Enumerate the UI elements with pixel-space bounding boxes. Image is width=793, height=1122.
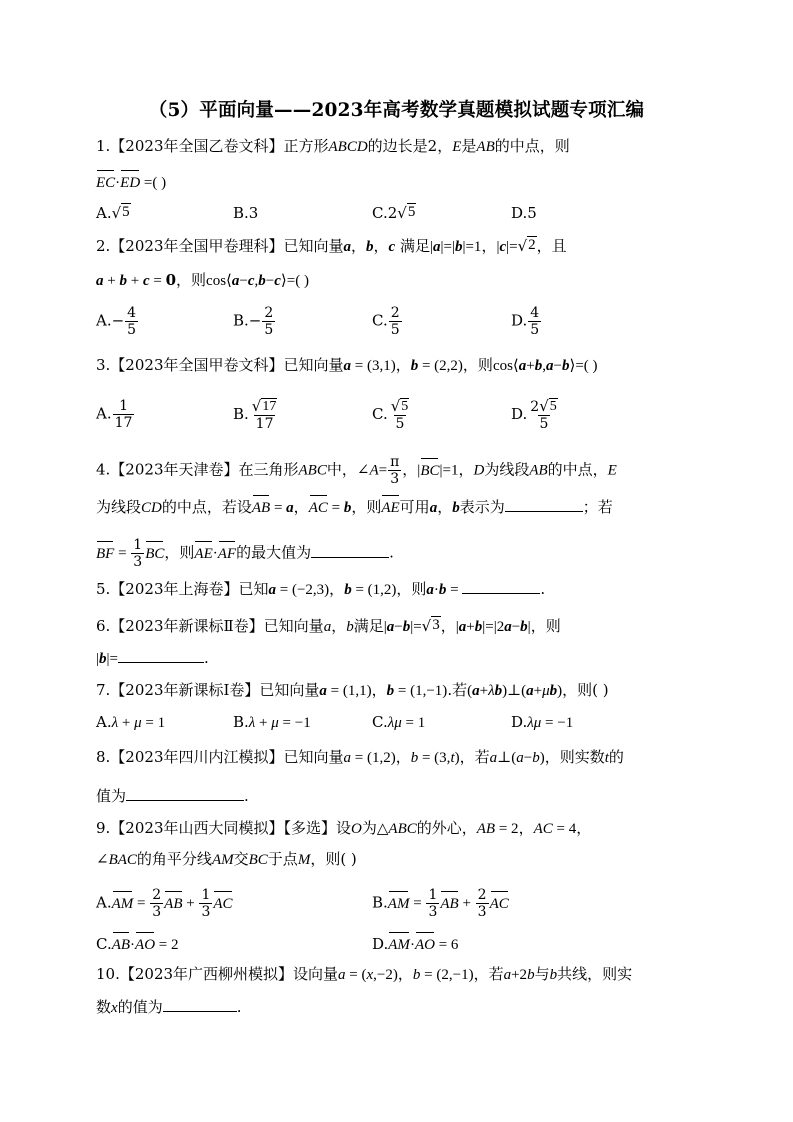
question-9-line2: ∠BAC的角平分线AM交BC于点M，则( ) xyxy=(96,850,357,868)
question-2: 2.【2023年全国甲卷理科】已知向量a，b，c 满足|a|=|b|=1，|c|= √ 2 ，且 xyxy=(96,237,567,255)
question-10-line2: 数x的值为 . xyxy=(96,998,242,1016)
question-5: 5.【2023年上海卷】已知a = (−2,3)，b = (1,2)，则a·b = . xyxy=(96,580,546,598)
question-6-line2: |b|= . xyxy=(96,649,209,667)
question-7: 7.【2023年新课标Ⅰ卷】已知向量a = (1,1)，b = (1,−1).若(a+λb)⊥(a+μb)，则( ) xyxy=(96,681,609,699)
q9-option-b[interactable]: B.AM = $\frac{1}{3}$ AB + $\frac{2}{3}$ AC xyxy=(372,887,509,920)
question-1: 1.【2023年全国乙卷文科】正方形ABCD的边长是2，E是AB的中点，则 xyxy=(96,137,570,155)
question-6: 6.【2023年新课标Ⅱ卷】已知向量a，b满足|a−b|= √ 3 ，|a+b|=|2a−b|，则 xyxy=(96,617,561,635)
q7-option-d[interactable]: D.λμ = −1 xyxy=(511,713,574,731)
question-3: 3.【2023年全国甲卷文科】已知向量a = (3,1)，b = (2,2)，则cos⟨a+b,a−b⟩=( ) xyxy=(96,356,598,374)
q7-option-b[interactable]: B.λ + μ = −1 xyxy=(233,713,311,731)
page-title: （5）平面向量——2023年高考数学真题模拟试题专项汇编 xyxy=(148,100,645,121)
question-2-line2: a + b + c = 0，则cos⟨a−c,b−c⟩=( ) xyxy=(96,271,309,289)
q1-option-a[interactable]: A. √ 5 xyxy=(96,204,130,222)
question-8-line2: 值为 . xyxy=(96,787,249,805)
question-4-line3: BF = $\frac{1}{3}$ BC，则AE·AF的最大值为 . xyxy=(96,537,394,570)
q9-option-a[interactable]: A.AM = $\frac{2}{3}$ AB + $\frac{1}{3}$ AC xyxy=(96,887,233,920)
q1-option-c[interactable]: C.2 √ 5 xyxy=(372,204,416,222)
q2-option-a[interactable]: A.− $\frac{4}{5}$ xyxy=(96,305,137,338)
q2-option-b[interactable]: B.− $\frac{2}{5}$ xyxy=(233,305,274,338)
q3-option-a[interactable]: A. $\frac{1}{17}$ xyxy=(96,398,133,431)
question-4-line2: 为线段CD的中点，若设AB = a，AC = b，则AE可用a，b表示为 ；若 xyxy=(96,498,613,516)
q3-option-d[interactable]: D. 2 √ 5 5 xyxy=(511,397,557,432)
q7-option-a[interactable]: A.λ + μ = 1 xyxy=(96,713,166,731)
question-8: 8.【2023年四川内江模拟】已知向量a = (1,2)，b = (3,t)，若a⊥(a−b)，则实数t的 xyxy=(96,748,624,766)
q9-option-c[interactable]: C.AB·AO = 2 xyxy=(96,935,179,953)
q3-option-b[interactable]: B. √ 17 17 xyxy=(233,397,277,432)
question-9: 9.【2023年山西大同模拟】【多选】设O为△ABC的外心，AB = 2，AC = 4， xyxy=(96,819,592,837)
q7-option-c[interactable]: C.λμ = 1 xyxy=(372,713,426,731)
q1-option-b[interactable]: B.3 xyxy=(233,204,259,222)
q2-option-c[interactable]: C. $\frac{2}{5}$ xyxy=(372,305,400,338)
question-4: 4.【2023年天津卷】在三角形ABC中，∠A= $\frac{\pi}{3}$ ，|BC|=1，D为线段AB的中点，E xyxy=(96,454,617,487)
q9-option-d[interactable]: D.AM·AO = 6 xyxy=(372,935,459,953)
q3-option-c[interactable]: C. √ 5 5 xyxy=(372,397,409,432)
q2-option-d[interactable]: D. $\frac{4}{5}$ xyxy=(511,305,540,338)
question-10: 10.【2023年广西柳州模拟】设向量a = (x,−2)，b = (2,−1)，若a+2b与b共线，则实 xyxy=(96,965,633,983)
question-1-expr: EC·ED =( ) xyxy=(96,175,167,191)
q1-option-d[interactable]: D.5 xyxy=(511,204,537,222)
